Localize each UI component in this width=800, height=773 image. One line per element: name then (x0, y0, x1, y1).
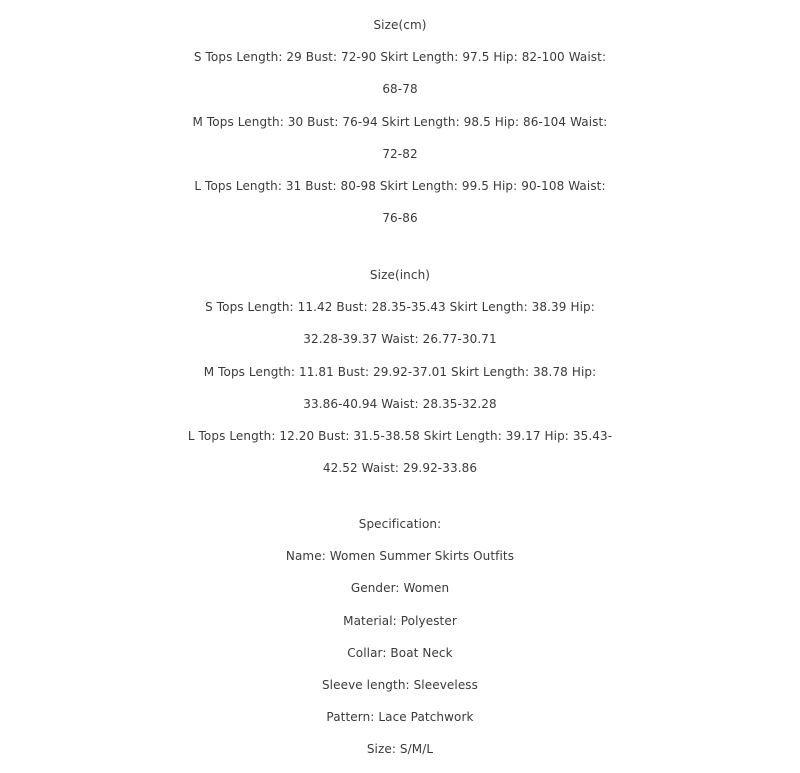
spec-pattern: Pattern: Lace Patchwork (326, 710, 474, 725)
spec-collar: Collar: Boat Neck (347, 645, 453, 660)
spec-material: Material: Polyester (343, 613, 457, 628)
size-inch-line: L Tops Length: 12.20 Bust: 31.5-38.58 Skirt Length: 39.17 Hip: 35.43- (187, 428, 613, 443)
size-inch-line: S Tops Length: 11.42 Bust: 28.35-35.43 Skirt Length: 38.39 Hip: (205, 300, 595, 315)
specification-section (0, 508, 800, 766)
size-cm-line: S Tops Length: 29 Bust: 72-90 Skirt Length: 97.5 Hip: 82-100 Waist: (193, 50, 607, 65)
spec-name: Name: Women Summer Skirts Outfits (285, 549, 515, 564)
size-inch-heading: Size(inch) (369, 268, 431, 282)
size-inch-line: 42.52 Waist: 29.92-33.86 (322, 461, 478, 476)
specification-heading: Specification: (358, 517, 442, 531)
size-cm-line: L Tops Length: 31 Bust: 80-98 Skirt Length: 99.5 Hip: 90-108 Waist: (194, 178, 606, 193)
size-inch-line: M Tops Length: 11.81 Bust: 29.92-37.01 Skirt Length: 38.78 Hip: (203, 364, 597, 379)
spec-sleeve-length: Sleeve length: Sleeveless (321, 677, 479, 692)
size-cm-section (0, 9, 800, 234)
size-cm-line: 72-82 (382, 146, 418, 161)
size-cm-heading: Size(cm) (373, 18, 427, 32)
size-cm-line: 68-78 (382, 82, 418, 97)
spec-size: Size: S/M/L (366, 742, 434, 757)
size-cm-line: 76-86 (382, 211, 418, 226)
size-cm-line: M Tops Length: 30 Bust: 76-94 Skirt Length: 98.5 Hip: 86-104 Waist: (192, 114, 608, 129)
size-inch-line: 32.28-39.37 Waist: 26.77-30.71 (303, 332, 497, 347)
spec-gender: Gender: Women (350, 581, 450, 596)
size-inch-section (0, 259, 800, 484)
size-inch-line: 33.86-40.94 Waist: 28.35-32.28 (303, 396, 497, 411)
